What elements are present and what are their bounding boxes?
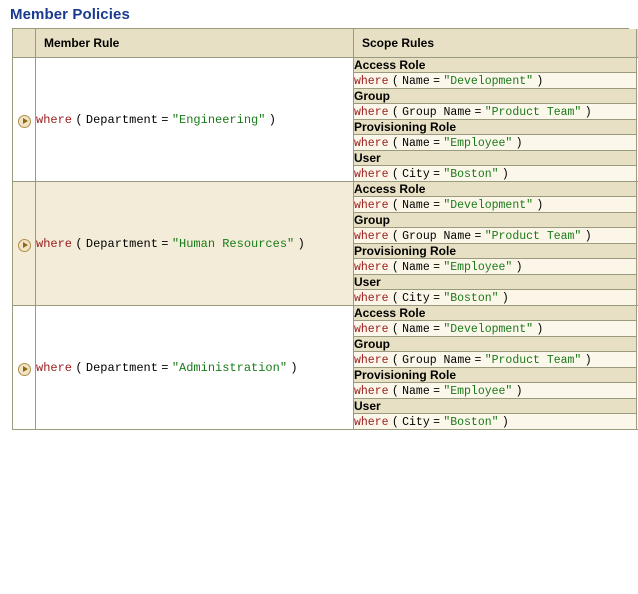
scope-rule-expression [354, 104, 636, 120]
rule-value: "Employee" [443, 385, 513, 398]
scope-rule-row [354, 259, 636, 275]
rule-value: "Human Resources" [171, 237, 295, 251]
header-scope-rules: Scope Rules [354, 29, 637, 58]
header-expander-column [13, 29, 36, 58]
scope-group-label: Group [354, 337, 636, 352]
rule-value: "Employee" [443, 137, 513, 150]
scope-group-label: Access Role [354, 58, 636, 73]
rule-open-paren: ( [391, 323, 399, 336]
table-header-row [13, 29, 638, 58]
rule-operator: = [433, 385, 440, 398]
scope-group-header-row [354, 213, 636, 228]
scope-group-label: Group [354, 89, 636, 104]
scope-rules-table [354, 306, 636, 429]
scope-rules-cell [354, 306, 637, 430]
rule-close-paren: ) [501, 168, 509, 181]
scope-rule-row [354, 414, 636, 430]
scope-rule-expression [354, 197, 636, 213]
scope-group-label: Provisioning Role [354, 244, 636, 259]
scope-group-header-row [354, 151, 636, 166]
rule-operator: = [161, 361, 169, 375]
rule-field: Name [402, 323, 430, 336]
scope-rule-expression [354, 228, 636, 244]
rule-operator: = [161, 237, 169, 251]
row-expander-cell[interactable] [13, 58, 36, 182]
scope-rule-expression [354, 73, 636, 89]
scope-rule-expression [354, 166, 636, 182]
scope-group-label: User [354, 275, 636, 290]
rule-operator: = [433, 75, 440, 88]
rule-close-paren: ) [515, 137, 523, 150]
rule-open-paren: ( [391, 75, 399, 88]
rule-operator: = [433, 323, 440, 336]
rule-close-paren: ) [536, 75, 544, 88]
rule-keyword: where [354, 199, 389, 212]
rule-open-paren: ( [391, 292, 399, 305]
scope-group-label: Access Role [354, 306, 636, 321]
scope-group-header-row [354, 244, 636, 259]
scope-group-label: User [354, 399, 636, 414]
rule-close-paren: ) [584, 354, 592, 367]
rule-field: Department [85, 113, 158, 127]
table-body [13, 58, 638, 430]
rule-close-paren: ) [584, 230, 592, 243]
rule-keyword: where [36, 237, 73, 251]
scope-rule-expression [354, 352, 636, 368]
rule-field: Name [402, 137, 430, 150]
rule-operator: = [433, 292, 440, 305]
rule-value: "Administration" [171, 361, 288, 375]
member-policies-table-container [12, 28, 629, 430]
expand-arrow-icon[interactable] [18, 239, 31, 252]
member-rule-expression [36, 360, 298, 374]
scope-rule-expression [354, 321, 636, 337]
rule-value: "Development" [443, 323, 534, 336]
scope-group-header-row [354, 306, 636, 321]
scope-group-label: Provisioning Role [354, 120, 636, 135]
scope-group-label: User [354, 151, 636, 166]
table-row [13, 58, 638, 182]
rule-operator: = [433, 168, 440, 181]
header-member-rule: Member Rule [36, 29, 354, 58]
scope-group-header-row [354, 182, 636, 197]
scope-group-header-row [354, 89, 636, 104]
member-rule-expression [36, 112, 276, 126]
member-policies-table [13, 29, 638, 430]
rule-operator: = [433, 261, 440, 274]
scope-rule-expression [354, 290, 636, 306]
scope-rule-row [354, 352, 636, 368]
rule-operator: = [433, 416, 440, 429]
rule-value: "Boston" [443, 168, 499, 181]
rule-open-paren: ( [391, 261, 399, 274]
rule-keyword: where [354, 75, 389, 88]
rule-close-paren: ) [268, 113, 276, 127]
rule-close-paren: ) [297, 237, 305, 251]
rule-value: "Engineering" [171, 113, 266, 127]
scope-rule-row [354, 197, 636, 213]
rule-keyword: where [354, 137, 389, 150]
expand-arrow-icon[interactable] [18, 363, 31, 376]
rule-open-paren: ( [75, 113, 83, 127]
rule-field: Department [85, 361, 158, 375]
rule-open-paren: ( [391, 199, 399, 212]
rule-field: Group Name [402, 230, 472, 243]
rule-field: City [402, 416, 430, 429]
rule-value: "Employee" [443, 261, 513, 274]
rule-value: "Development" [443, 75, 534, 88]
rule-close-paren: ) [584, 106, 592, 119]
rule-open-paren: ( [391, 385, 399, 398]
rule-field: Name [402, 385, 430, 398]
rule-field: Name [402, 75, 430, 88]
rule-field: Name [402, 199, 430, 212]
scope-group-header-row [354, 368, 636, 383]
rule-keyword: where [354, 416, 389, 429]
rule-keyword: where [354, 385, 389, 398]
scope-group-header-row [354, 120, 636, 135]
row-expander-cell[interactable] [13, 182, 36, 306]
scope-group-label: Group [354, 213, 636, 228]
scope-rule-expression [354, 414, 636, 430]
member-rule-expression [36, 236, 305, 250]
rule-open-paren: ( [75, 361, 83, 375]
scope-group-header-row [354, 337, 636, 352]
scope-rule-row [354, 290, 636, 306]
rule-open-paren: ( [391, 416, 399, 429]
rule-keyword: where [354, 261, 389, 274]
rule-value: "Boston" [443, 292, 499, 305]
rule-close-paren: ) [515, 385, 523, 398]
rule-close-paren: ) [501, 416, 509, 429]
rule-keyword: where [354, 168, 389, 181]
rule-value: "Development" [443, 199, 534, 212]
expand-arrow-icon[interactable] [18, 115, 31, 128]
rule-open-paren: ( [391, 106, 399, 119]
rule-close-paren: ) [290, 361, 298, 375]
scope-group-label: Provisioning Role [354, 368, 636, 383]
scope-group-header-row [354, 58, 636, 73]
rule-field: City [402, 292, 430, 305]
scope-rules-table [354, 182, 636, 305]
rule-field: City [402, 168, 430, 181]
rule-close-paren: ) [501, 292, 509, 305]
rule-keyword: where [36, 113, 73, 127]
rule-open-paren: ( [391, 354, 399, 367]
rule-field: Group Name [402, 354, 472, 367]
scope-rules-table [354, 58, 636, 181]
scope-rule-expression [354, 383, 636, 399]
scope-group-header-row [354, 399, 636, 414]
rule-value: "Product Team" [484, 230, 582, 243]
rule-field: Department [85, 237, 158, 251]
rule-close-paren: ) [536, 199, 544, 212]
rule-value: "Product Team" [484, 354, 582, 367]
rule-operator: = [433, 199, 440, 212]
rule-open-paren: ( [75, 237, 83, 251]
member-rule-cell [36, 182, 354, 306]
rule-operator: = [161, 113, 169, 127]
rule-keyword: where [354, 323, 389, 336]
table-row [13, 306, 638, 430]
member-rule-cell [36, 58, 354, 182]
scope-rule-row [354, 104, 636, 120]
scope-rule-row [354, 135, 636, 151]
rule-keyword: where [354, 230, 389, 243]
rule-field: Group Name [402, 106, 472, 119]
rule-operator: = [474, 354, 482, 367]
scope-group-header-row [354, 275, 636, 290]
rule-keyword: where [354, 292, 389, 305]
rule-close-paren: ) [515, 261, 523, 274]
rule-field: Name [402, 261, 430, 274]
scope-rule-row [354, 73, 636, 89]
rule-operator: = [474, 230, 482, 243]
table-row [13, 182, 638, 306]
row-expander-cell[interactable] [13, 306, 36, 430]
scope-rules-cell [354, 182, 637, 306]
rule-close-paren: ) [536, 323, 544, 336]
member-rule-cell [36, 306, 354, 430]
rule-operator: = [433, 137, 440, 150]
scope-rule-row [354, 383, 636, 399]
rule-keyword: where [354, 106, 389, 119]
scope-rule-row [354, 166, 636, 182]
rule-open-paren: ( [391, 168, 399, 181]
scope-rule-expression [354, 259, 636, 275]
rule-keyword: where [354, 354, 389, 367]
rule-value: "Product Team" [484, 106, 582, 119]
scope-group-label: Access Role [354, 182, 636, 197]
rule-open-paren: ( [391, 230, 399, 243]
scope-rule-row [354, 228, 636, 244]
scope-rule-row [354, 321, 636, 337]
page-title: Member Policies [10, 6, 130, 23]
rule-operator: = [474, 106, 482, 119]
rule-keyword: where [36, 361, 73, 375]
scope-rule-expression [354, 135, 636, 151]
rule-value: "Boston" [443, 416, 499, 429]
scope-rules-cell [354, 58, 637, 182]
table-header [13, 29, 638, 58]
rule-open-paren: ( [391, 137, 399, 150]
